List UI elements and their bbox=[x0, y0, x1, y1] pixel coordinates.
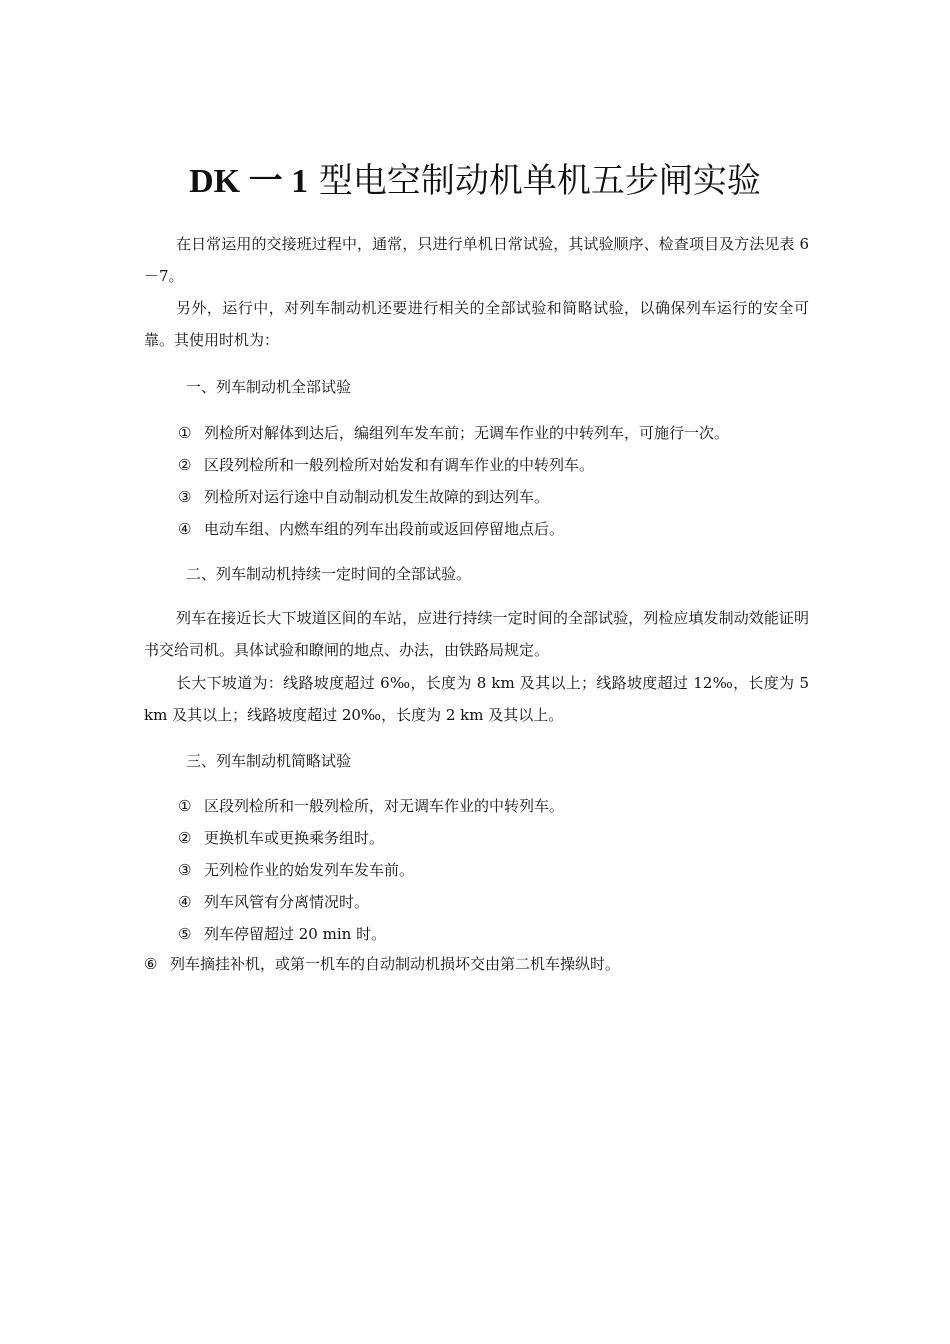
list-item bbox=[178, 828, 384, 848]
list-item bbox=[178, 924, 386, 944]
page-title bbox=[0, 159, 950, 204]
list-item bbox=[178, 487, 549, 507]
list-number: ④ bbox=[178, 520, 192, 538]
list-text: 更换机车或更换乘务组时。 bbox=[204, 829, 385, 847]
list-text: 列检所对运行途中自动制动机发生故障的到达列车。 bbox=[204, 488, 550, 506]
list-number: ③ bbox=[178, 488, 192, 506]
list-text: 列车停留超过 20 min 时。 bbox=[204, 925, 387, 943]
list-item bbox=[178, 455, 594, 475]
title-chinese: 型电空制动机单机五步闸实验 bbox=[318, 160, 761, 201]
list-number: ⑤ bbox=[178, 925, 192, 943]
list-item bbox=[178, 423, 729, 443]
section-1-heading: 一、列车制动机全部试验 bbox=[186, 378, 352, 396]
list-text: 区段列检所和一般列检所对始发和有调车作业的中转列车。 bbox=[204, 456, 595, 474]
list-text: 无列检作业的始发列车发车前。 bbox=[204, 861, 415, 879]
list-item bbox=[144, 954, 620, 974]
list-number: ⑥ bbox=[144, 955, 158, 973]
list-number: ① bbox=[178, 424, 192, 442]
section-2-heading: 二、列车制动机持续一定时间的全部试验。 bbox=[186, 565, 472, 583]
list-number: ① bbox=[178, 797, 192, 815]
intro-paragraph-2: 另外，运行中，对列车制动机还要进行相关的全部试验和简略试验，以确保列车运行的安全可靠。其使用时机为： bbox=[144, 299, 809, 349]
list-item bbox=[178, 796, 564, 816]
list-text: 列车风管有分离情况时。 bbox=[204, 893, 370, 911]
list-number: ③ bbox=[178, 861, 192, 879]
list-text: 列检所对解体到达后，编组列车发车前；无调车作业的中转列车，可施行一次。 bbox=[204, 424, 730, 442]
list-item bbox=[178, 892, 369, 912]
section-2-paragraph-1: 列车在接近长大下坡道区间的车站，应进行持续一定时间的全部试验，列检应填发制动效能证明书交给司机。具体试验和瞭闸的地点、办法，由铁路局规定。 bbox=[144, 609, 809, 659]
title-latin: DK 一 1 bbox=[189, 162, 309, 200]
list-item bbox=[178, 860, 414, 880]
list-text: 区段列检所和一般列检所，对无调车作业的中转列车。 bbox=[204, 797, 565, 815]
intro-paragraph-1: 在日常运用的交接班过程中，通常，只进行单机日常试验，其试验顺序、检查项目及方法见表 6－7。 bbox=[144, 235, 809, 285]
list-text: 列车摘挂补机，或第一机车的自动制动机损坏交由第二机车操纵时。 bbox=[170, 955, 621, 973]
list-item bbox=[178, 519, 564, 539]
section-2-paragraph-2: 长大下坡道为：线路坡度超过 6‰，长度为 8 km 及其以上；线路坡度超过 12‰，长度为 5 km 及其以上；线路坡度超过 20‰，长度为 2 km 及其以上。 bbox=[144, 674, 809, 724]
list-number: ② bbox=[178, 829, 192, 847]
list-number: ② bbox=[178, 456, 192, 474]
list-text: 电动车组、内燃车组的列车出段前或返回停留地点后。 bbox=[204, 520, 565, 538]
section-3-heading: 三、列车制动机简略试验 bbox=[186, 752, 352, 770]
list-number: ④ bbox=[178, 893, 192, 911]
